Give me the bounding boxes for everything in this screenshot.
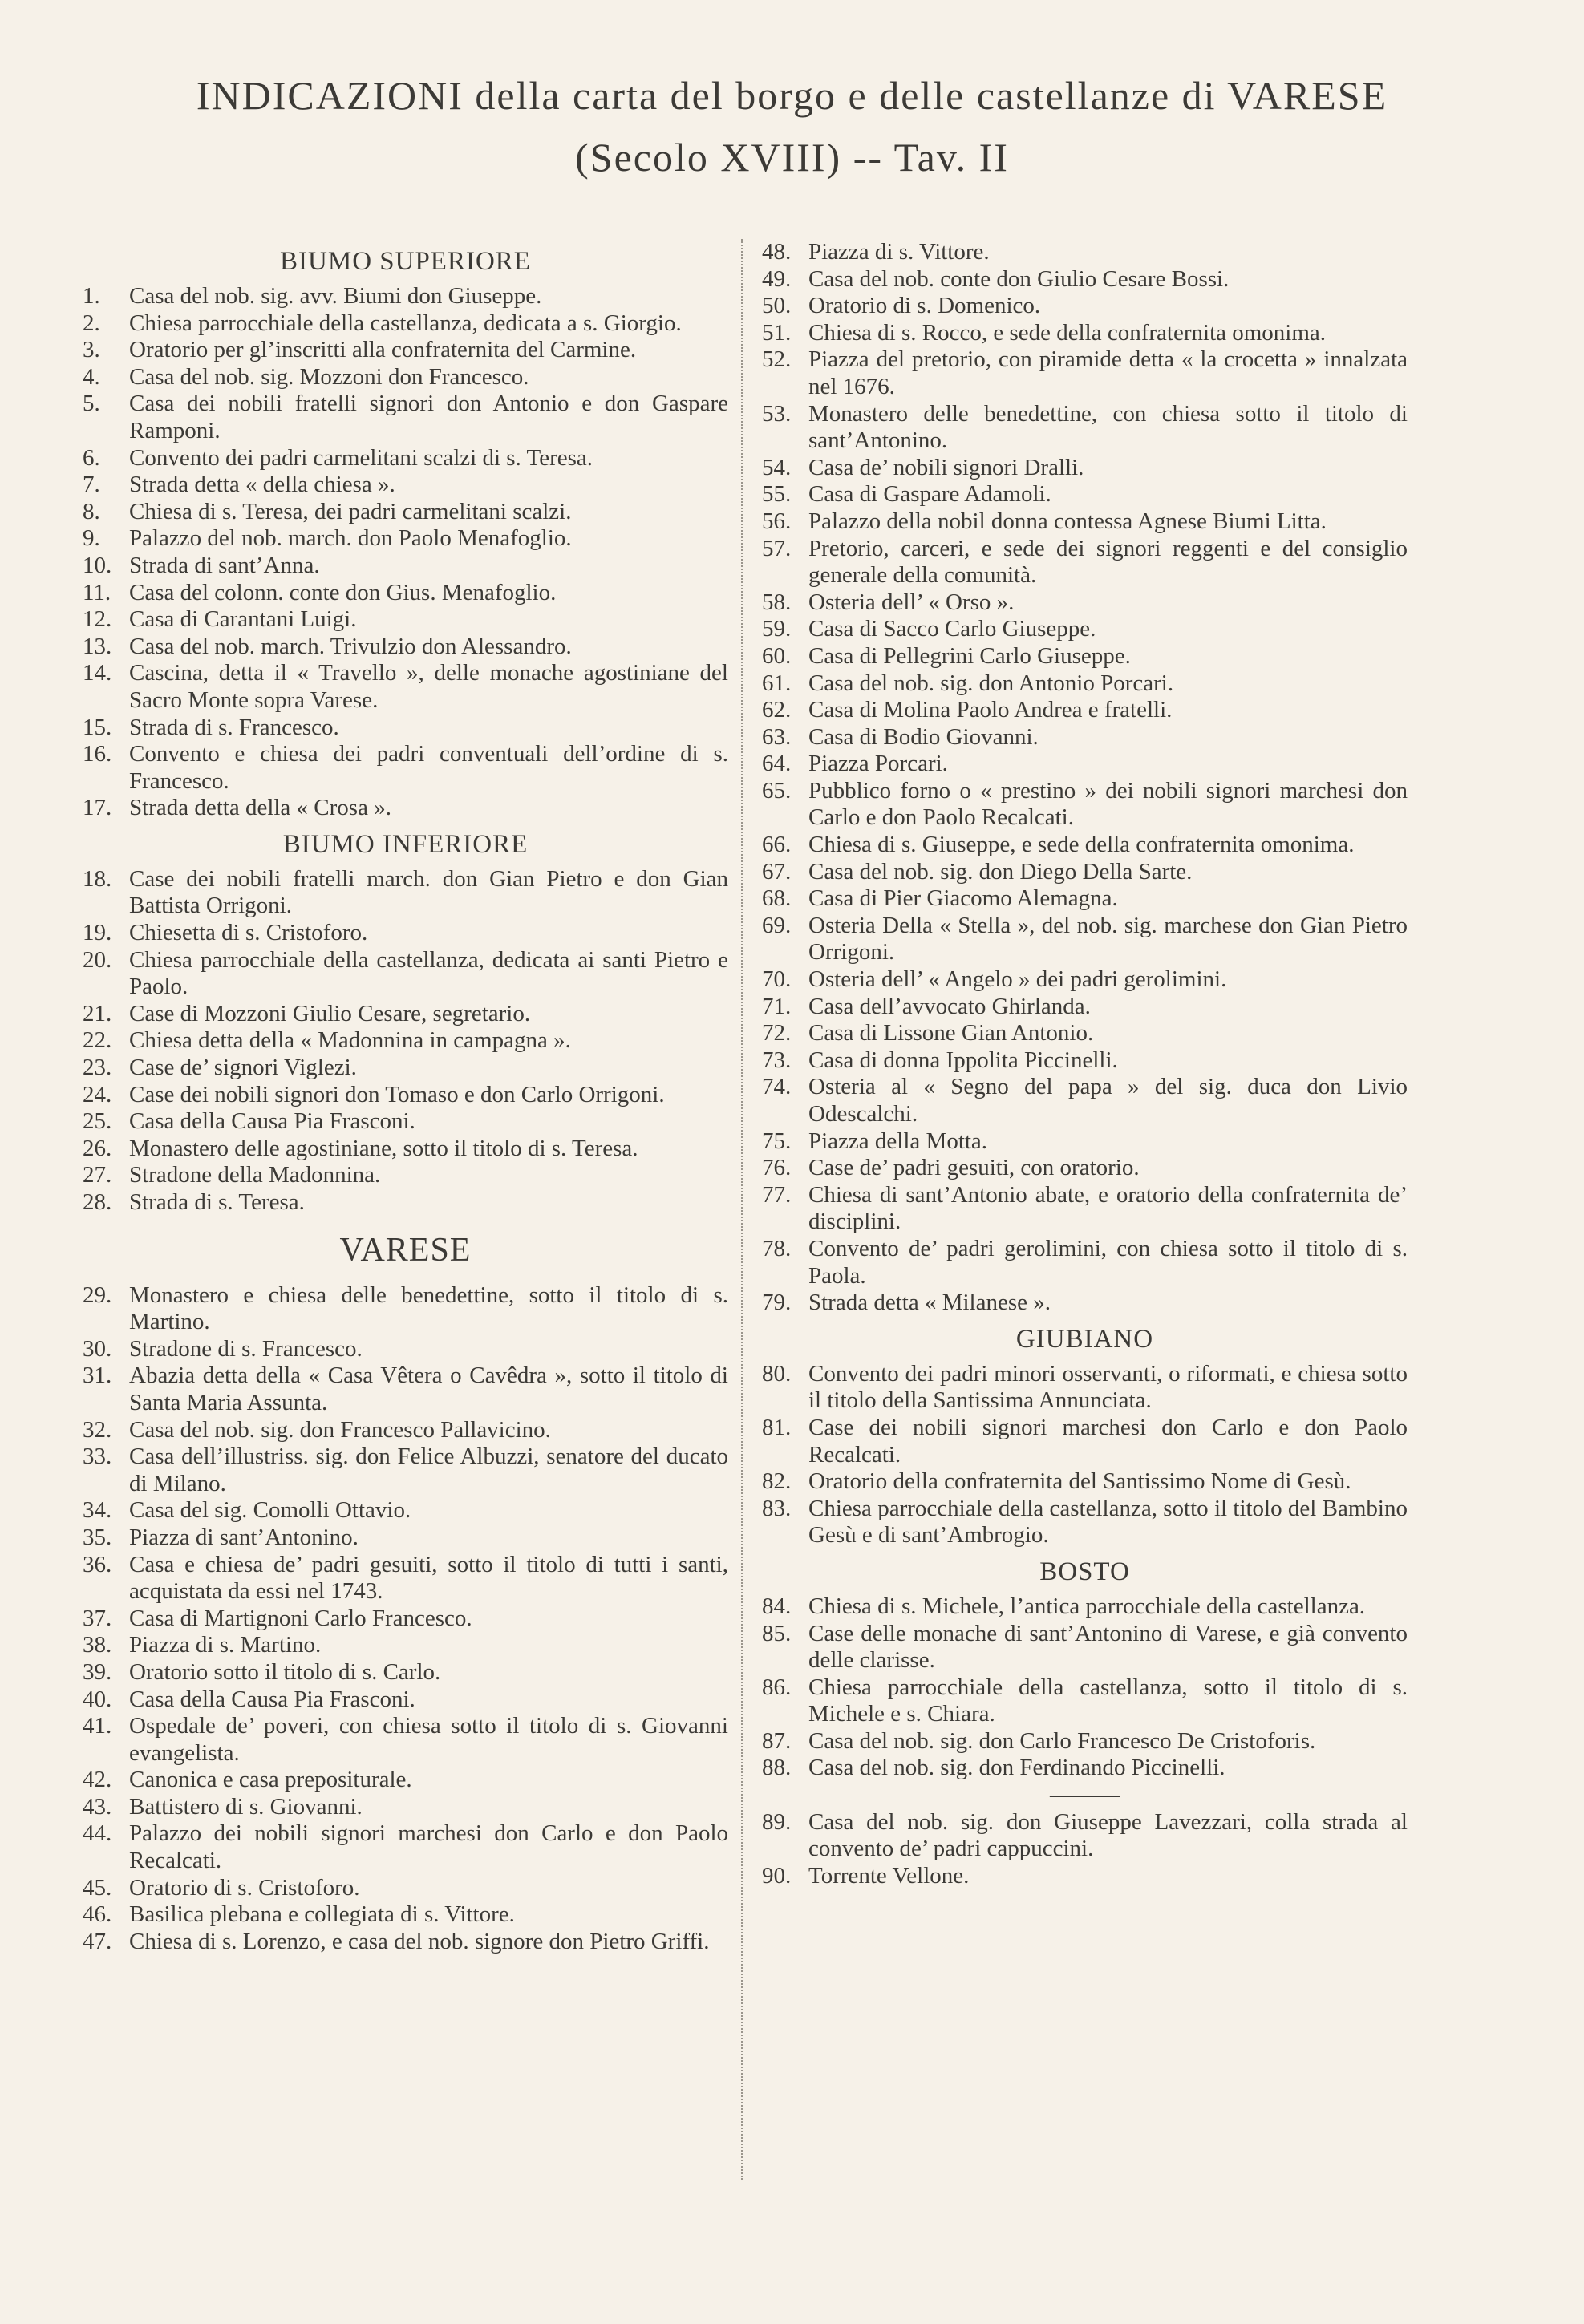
list-item <box>83 1875 728 1902</box>
list-item <box>762 1728 1408 1755</box>
item-number: 84. <box>762 1593 792 1619</box>
item-text: Piazza Porcari. <box>808 751 948 777</box>
item-text: Casa e chiesa de’ padri gesuiti, sotto il titolo di tutti i santi, acquistata da essi nel 1743. <box>129 1551 728 1605</box>
list-item <box>83 1820 728 1874</box>
item-number: 37. <box>83 1605 112 1631</box>
item-text: Chiesa parrocchiale della castellanza, dedicata a s. Giorgio. <box>129 310 682 336</box>
list-item <box>83 1632 728 1659</box>
item-text: Case de’ signori Viglezi. <box>129 1055 357 1081</box>
list-item <box>762 1674 1408 1728</box>
item-text: Casa dell’illustriss. sig. don Felice Albuzzi, senatore del ducato di Milano. <box>129 1443 728 1496</box>
item-number: 67. <box>762 858 792 885</box>
item-number: 54. <box>762 454 792 480</box>
item-text: Casa di Pellegrini Carlo Giuseppe. <box>808 642 1131 669</box>
item-number: 27. <box>83 1162 112 1188</box>
list-item <box>83 1082 728 1109</box>
item-text: Casa del nob. sig. Mozzoni don Francesco. <box>129 363 529 390</box>
list-item <box>762 266 1408 294</box>
title-line-1: INDICAZIONI della carta del borgo e delle castellanze di VARESE <box>196 73 1388 118</box>
section-heading: BIUMO INFERIORE <box>282 829 529 859</box>
item-number: 41. <box>83 1713 112 1739</box>
item-number: 78. <box>762 1235 792 1261</box>
item-number: 71. <box>762 993 792 1019</box>
item-number: 75. <box>762 1128 792 1154</box>
item-text: Case dei nobili signori don Tomaso e don Carlo Orrigoni. <box>129 1081 665 1107</box>
item-text: Monastero delle agostiniane, sotto il titolo di s. Teresa. <box>129 1135 638 1161</box>
item-number: 26. <box>83 1135 112 1161</box>
list-item <box>83 1605 728 1633</box>
section-heading: VARESE <box>339 1231 472 1269</box>
list-item <box>762 697 1408 724</box>
list-item <box>762 455 1408 482</box>
list-item <box>762 832 1408 859</box>
list-item <box>762 1415 1408 1468</box>
list-item <box>83 1362 728 1416</box>
item-number: 29. <box>83 1281 112 1308</box>
item-number: 85. <box>762 1620 792 1646</box>
list-item <box>83 1767 728 1794</box>
list-item <box>762 724 1408 751</box>
item-text: Piazza del pretorio, con piramide detta « la crocetta » innalzata nel 1676. <box>808 346 1408 399</box>
item-number: 43. <box>83 1793 112 1820</box>
list-item <box>762 1755 1408 1782</box>
item-number: 25. <box>83 1108 112 1135</box>
column-divider <box>741 239 743 2180</box>
item-number: 46. <box>83 1901 112 1928</box>
section-heading: BIUMO SUPERIORE <box>280 247 531 276</box>
list-item <box>83 1524 728 1552</box>
list-item <box>762 1593 1408 1621</box>
list-item <box>83 1136 728 1163</box>
item-number: 89. <box>762 1808 792 1835</box>
list-item <box>83 391 728 444</box>
list-item <box>83 1794 728 1821</box>
item-text: Casa del nob. sig. avv. Biumi don Giuseppe. <box>129 283 542 309</box>
item-number: 68. <box>762 885 792 912</box>
item-text: Casa della Causa Pia Frasconi. <box>129 1686 415 1712</box>
list-item <box>83 553 728 580</box>
item-text: Oratorio per gl’inscritti alla confraternita del Carmine. <box>129 337 637 363</box>
item-text: Casa del nob. sig. don Antonio Porcari. <box>808 670 1174 696</box>
item-text: Battistero di s. Giovanni. <box>129 1793 363 1820</box>
list-item <box>762 589 1408 617</box>
list-item <box>762 1496 1408 1549</box>
list-item <box>83 1713 728 1767</box>
item-text: Casa di Martignoni Carlo Francesco. <box>129 1605 472 1631</box>
item-number: 76. <box>762 1155 792 1181</box>
item-number: 31. <box>83 1362 112 1389</box>
list-item <box>83 715 728 742</box>
item-text: Strada di sant’Anna. <box>129 552 320 578</box>
list-item <box>762 1020 1408 1047</box>
item-number: 38. <box>83 1632 112 1658</box>
item-text: Chiesa di s. Lorenzo, e casa del nob. signore don Pietro Griffi. <box>129 1928 710 1954</box>
item-text: Case dei nobili signori marchesi don Carlo e don Paolo Recalcati. <box>808 1414 1408 1468</box>
list-item <box>83 1659 728 1686</box>
list-item <box>83 1929 728 1956</box>
item-number: 79. <box>762 1290 792 1316</box>
item-number: 72. <box>762 1020 792 1047</box>
item-number: 6. <box>83 444 100 471</box>
section-heading: BOSTO <box>1039 1557 1130 1586</box>
item-number: 28. <box>83 1189 112 1215</box>
item-number: 65. <box>762 777 792 804</box>
item-text: Chiesa parrocchiale della castellanza, sotto il titolo del Bambino Gesù e di sant’Ambrogio. <box>808 1495 1408 1549</box>
item-text: Oratorio della confraternita del Santissimo Nome di Gesù. <box>808 1468 1351 1495</box>
item-number: 88. <box>762 1755 792 1781</box>
list-item <box>83 1282 728 1336</box>
left-column <box>83 239 728 1955</box>
list-item <box>83 795 728 822</box>
item-text: Casa di Carantani Luigi. <box>129 606 357 633</box>
item-text: Casa dei nobili fratelli signori don Antonio e don Gaspare Ramponi. <box>129 391 728 443</box>
list-item <box>83 1027 728 1055</box>
item-number: 74. <box>762 1074 792 1100</box>
item-number: 30. <box>83 1335 112 1362</box>
separator-rule: ——— <box>1050 1782 1120 1808</box>
item-number: 16. <box>83 741 112 767</box>
item-number: 10. <box>83 552 112 578</box>
item-number: 66. <box>762 832 792 858</box>
list-item <box>83 310 728 338</box>
item-number: 9. <box>83 525 100 552</box>
item-text: Monastero delle benedettine, con chiesa sotto il titolo di sant’Antonino. <box>808 400 1408 454</box>
item-number: 83. <box>762 1495 792 1521</box>
list-item <box>83 1108 728 1136</box>
item-text: Chiesetta di s. Cristoforo. <box>129 920 368 946</box>
item-text: Chiesa di s. Michele, l’antica parrocchiale della castellanza. <box>808 1593 1366 1619</box>
list-item <box>762 1074 1408 1128</box>
list-item <box>762 994 1408 1021</box>
list-item <box>83 947 728 1001</box>
item-text: Osteria dell’ « Angelo » dei padri gerolimini. <box>808 966 1227 993</box>
item-number: 58. <box>762 589 792 615</box>
item-text: Pretorio, carceri, e sede dei signori reggenti e del consiglio generale della comunità. <box>808 535 1408 589</box>
list-item <box>83 1901 728 1929</box>
list-item <box>83 525 728 553</box>
item-number: 42. <box>83 1767 112 1793</box>
item-number: 8. <box>83 498 100 524</box>
item-number: 3. <box>83 337 100 363</box>
item-number: 7. <box>83 472 100 498</box>
list-item <box>83 499 728 526</box>
item-number: 1. <box>83 283 100 309</box>
item-number: 51. <box>762 319 792 346</box>
item-text: Casa del sig. Comolli Ottavio. <box>129 1497 411 1524</box>
item-text: Casa del nob. conte don Giulio Cesare Bossi. <box>808 265 1230 292</box>
item-number: 44. <box>83 1820 112 1847</box>
item-number: 5. <box>83 391 100 417</box>
item-number: 34. <box>83 1497 112 1524</box>
list-item <box>83 1189 728 1217</box>
item-text: Convento dei padri carmelitani scalzi di s. Teresa. <box>129 444 593 471</box>
item-text: Convento de’ padri gerolimini, con chiesa sotto il titolo di s. Paola. <box>808 1235 1408 1289</box>
list-item <box>762 913 1408 966</box>
item-text: Casa del nob. sig. don Giuseppe Lavezzari, colla strada al convento de’ padri cappuccini. <box>808 1808 1408 1862</box>
item-number: 21. <box>83 1000 112 1026</box>
item-number: 57. <box>762 535 792 561</box>
list-item <box>762 1290 1408 1317</box>
item-number: 22. <box>83 1027 112 1054</box>
title-line-2: (Secolo XVIII) -- Tav. II <box>575 135 1009 180</box>
item-text: Casa dell’avvocato Ghirlanda. <box>808 993 1091 1019</box>
item-text: Casa di Lissone Gian Antonio. <box>808 1020 1094 1047</box>
item-text: Casa di Molina Paolo Andrea e fratelli. <box>808 697 1173 723</box>
item-text: Casa del nob. sig. don Carlo Francesco De Cristoforis. <box>808 1727 1316 1754</box>
item-text: Monastero e chiesa delle benedettine, sotto il titolo di s. Martino. <box>129 1281 728 1335</box>
item-number: 50. <box>762 293 792 319</box>
item-text: Convento dei padri minori osservanti, o riformati, e chiesa sotto il titolo della Santissima Annunciata. <box>808 1360 1408 1414</box>
item-text: Convento e chiesa dei padri conventuali dell’ordine di s. Francesco. <box>129 741 728 794</box>
item-text: Pubblico forno o « prestino » dei nobili signori marchesi don Carlo e don Paolo Recalcati. <box>808 777 1408 831</box>
item-text: Casa di Pier Giacomo Alemagna. <box>808 885 1118 912</box>
item-text: Strada di s. Francesco. <box>129 714 339 740</box>
item-number: 11. <box>83 579 111 605</box>
item-number: 64. <box>762 751 792 777</box>
item-number: 82. <box>762 1468 792 1495</box>
list-item <box>762 481 1408 508</box>
section-heading: GIUBIANO <box>1015 1324 1154 1354</box>
list-item <box>83 1686 728 1714</box>
item-number: 23. <box>83 1055 112 1081</box>
list-item <box>762 239 1408 266</box>
list-item <box>83 741 728 795</box>
item-text: Osteria Della « Stella », del nob. sig. marchese don Gian Pietro Orrigoni. <box>808 912 1408 966</box>
item-text: Casa di Bodio Giovanni. <box>808 723 1039 750</box>
item-number: 52. <box>762 346 792 373</box>
item-text: Stradone di s. Francesco. <box>129 1335 363 1362</box>
item-text: Strada detta « Milanese ». <box>808 1290 1051 1316</box>
item-number: 80. <box>762 1360 792 1387</box>
list-item <box>762 616 1408 643</box>
item-text: Casa de’ nobili signori Dralli. <box>808 454 1084 480</box>
item-text: Palazzo del nob. march. don Paolo Menafoglio. <box>129 525 572 552</box>
list-item <box>762 1128 1408 1156</box>
item-text: Casa della Causa Pia Frasconi. <box>129 1108 415 1135</box>
page-title <box>0 74 1584 180</box>
item-text: Casa del nob. sig. don Diego Della Sarte. <box>808 858 1193 885</box>
item-number: 32. <box>83 1416 112 1443</box>
item-number: 12. <box>83 606 112 633</box>
item-number: 90. <box>762 1862 792 1889</box>
item-text: Chiesa detta della « Madonnina in campagna ». <box>129 1027 571 1054</box>
item-text: Torrente Vellone. <box>808 1862 970 1889</box>
item-text: Stradone della Madonnina. <box>129 1162 381 1188</box>
list-item <box>762 670 1408 698</box>
list-item <box>762 1468 1408 1496</box>
item-text: Casa di donna Ippolita Piccinelli. <box>808 1047 1118 1073</box>
list-item <box>83 1443 728 1497</box>
item-text: Casa di Gaspare Adamoli. <box>808 481 1051 508</box>
item-number: 19. <box>83 920 112 946</box>
item-text: Chiesa parrocchiale della castellanza, dedicata ai santi Pietro e Paolo. <box>129 946 728 1000</box>
item-number: 55. <box>762 481 792 508</box>
item-text: Casa del nob. sig. don Francesco Pallavicino. <box>129 1416 551 1443</box>
item-text: Palazzo della nobil donna contessa Agnese Biumi Litta. <box>808 508 1327 534</box>
list-item <box>762 401 1408 455</box>
list-item <box>762 346 1408 400</box>
item-number: 17. <box>83 795 112 821</box>
list-item <box>83 1162 728 1189</box>
item-text: Oratorio di s. Cristoforo. <box>129 1874 360 1901</box>
item-number: 49. <box>762 265 792 292</box>
item-text: Strada detta della « Crosa ». <box>129 795 391 821</box>
item-number: 87. <box>762 1727 792 1754</box>
item-number: 60. <box>762 642 792 669</box>
item-number: 63. <box>762 723 792 750</box>
item-number: 45. <box>83 1874 112 1901</box>
list-item <box>762 536 1408 589</box>
item-number: 86. <box>762 1674 792 1700</box>
list-item <box>83 920 728 947</box>
list-item <box>762 778 1408 832</box>
list-item <box>83 445 728 472</box>
item-text: Chiesa di s. Teresa, dei padri carmelitani scalzi. <box>129 498 572 524</box>
item-number: 2. <box>83 310 100 336</box>
list-item <box>83 1417 728 1444</box>
list-item <box>762 293 1408 320</box>
list-item <box>762 1621 1408 1674</box>
list-item <box>762 751 1408 778</box>
item-text: Palazzo dei nobili signori marchesi don Carlo e don Paolo Recalcati. <box>129 1820 728 1874</box>
item-number: 35. <box>83 1524 112 1550</box>
item-text: Piazza della Motta. <box>808 1128 988 1154</box>
list-item <box>762 1236 1408 1290</box>
list-item <box>83 634 728 661</box>
list-item <box>762 1155 1408 1182</box>
item-text: Oratorio sotto il titolo di s. Carlo. <box>129 1658 441 1685</box>
item-text: Piazza di s. Vittore. <box>808 239 990 265</box>
item-text: Strada di s. Teresa. <box>129 1189 305 1215</box>
list-item <box>83 472 728 499</box>
item-text: Case delle monache di sant’Antonino di Varese, e già convento delle clarisse. <box>808 1620 1408 1674</box>
item-text: Chiesa di s. Rocco, e sede della confraternita omonima. <box>808 319 1327 346</box>
item-number: 13. <box>83 633 112 659</box>
right-column <box>762 239 1408 1889</box>
item-number: 69. <box>762 912 792 938</box>
item-number: 59. <box>762 616 792 642</box>
item-number: 61. <box>762 670 792 696</box>
item-text: Chiesa di sant’Antonio abate, e oratorio della confraternita de’ disciplini. <box>808 1181 1408 1235</box>
list-item <box>83 1497 728 1524</box>
item-text: Casa del nob. march. Trivulzio don Alessandro. <box>129 633 572 659</box>
list-item <box>83 580 728 607</box>
list-item <box>83 1336 728 1363</box>
item-text: Oratorio di s. Domenico. <box>808 293 1041 319</box>
item-number: 39. <box>83 1658 112 1685</box>
item-text: Piazza di s. Martino. <box>129 1632 322 1658</box>
item-text: Abazia detta della « Casa Vêtera o Cavêdra », sotto il titolo di Santa Maria Assunta. <box>129 1362 728 1415</box>
item-text: Basilica plebana e collegiata di s. Vittore. <box>129 1901 515 1928</box>
item-number: 15. <box>83 714 112 740</box>
item-number: 70. <box>762 966 792 993</box>
item-text: Case de’ padri gesuiti, con oratorio. <box>808 1155 1140 1181</box>
item-number: 73. <box>762 1047 792 1073</box>
list-item <box>762 508 1408 536</box>
list-item <box>762 1182 1408 1236</box>
list-item <box>83 337 728 364</box>
list-item <box>762 859 1408 886</box>
list-item <box>762 320 1408 347</box>
item-text: Casa del colonn. conte don Gius. Menafoglio. <box>129 579 557 605</box>
list-item <box>83 606 728 634</box>
list-item <box>762 1809 1408 1863</box>
item-number: 14. <box>83 660 112 686</box>
item-number: 18. <box>83 865 112 892</box>
list-item <box>83 1055 728 1082</box>
list-item <box>83 1001 728 1028</box>
list-item <box>762 1361 1408 1415</box>
item-text: Piazza di sant’Antonino. <box>129 1524 359 1550</box>
item-number: 56. <box>762 508 792 534</box>
list-item <box>83 866 728 920</box>
item-number: 33. <box>83 1443 112 1470</box>
list-item <box>762 1863 1408 1890</box>
item-text: Osteria dell’ « Orso ». <box>808 589 1015 615</box>
list-item <box>83 1552 728 1605</box>
item-text: Strada detta « della chiesa ». <box>129 472 395 498</box>
item-text: Casa del nob. sig. don Ferdinando Piccinelli. <box>808 1755 1225 1781</box>
item-text: Case di Mozzoni Giulio Cesare, segretario. <box>129 1000 531 1026</box>
item-text: Canonica e casa prepositurale. <box>129 1767 412 1793</box>
item-number: 53. <box>762 400 792 427</box>
item-text: Ospedale de’ poveri, con chiesa sotto il titolo di s. Giovanni evangelista. <box>129 1713 728 1766</box>
item-number: 81. <box>762 1414 792 1440</box>
item-text: Chiesa di s. Giuseppe, e sede della confraternita omonima. <box>808 832 1355 858</box>
item-number: 20. <box>83 946 112 973</box>
item-number: 77. <box>762 1181 792 1208</box>
item-number: 47. <box>83 1928 112 1954</box>
item-text: Osteria al « Segno del papa » del sig. duca don Livio Odescalchi. <box>808 1074 1408 1127</box>
item-text: Cascina, detta il « Travello », delle monache agostiniane del Sacro Monte sopra Varese. <box>129 660 728 713</box>
item-text: Case dei nobili fratelli march. don Gian Pietro e don Gian Battista Orrigoni. <box>129 865 728 919</box>
list-item <box>83 283 728 310</box>
item-number: 24. <box>83 1081 112 1107</box>
item-number: 40. <box>83 1686 112 1712</box>
list-item <box>762 966 1408 994</box>
item-number: 48. <box>762 239 792 265</box>
item-number: 62. <box>762 697 792 723</box>
list-item <box>762 643 1408 670</box>
item-number: 4. <box>83 363 100 390</box>
item-number: 36. <box>83 1551 112 1577</box>
list-item <box>83 660 728 714</box>
list-item <box>762 1047 1408 1075</box>
list-item <box>762 885 1408 913</box>
item-text: Chiesa parrocchiale della castellanza, sotto il titolo di s. Michele e s. Chiara. <box>808 1674 1408 1727</box>
item-text: Casa di Sacco Carlo Giuseppe. <box>808 616 1096 642</box>
list-item <box>83 364 728 391</box>
